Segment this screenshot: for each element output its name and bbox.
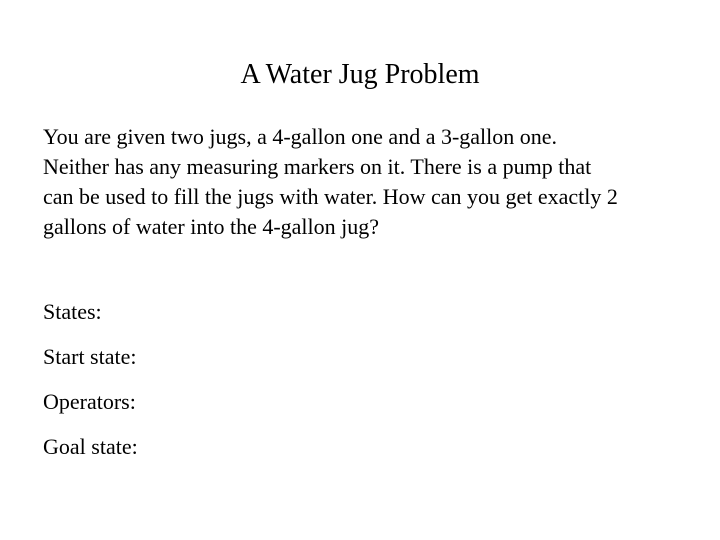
problem-statement-line: can be used to fill the jugs with water. How can you get exactly 2: [43, 184, 618, 209]
prompt-start-state: Start state:: [43, 344, 137, 369]
problem-statement-line: gallons of water into the 4-gallon jug?: [43, 214, 380, 239]
slide-title: A Water Jug Problem: [240, 59, 480, 90]
prompt-states: States:: [43, 299, 102, 324]
problem-statement-line: Neither has any measuring markers on it. There is a pump that: [43, 154, 592, 179]
prompt-list: [43, 297, 138, 477]
prompt-goal-state: Goal state:: [43, 434, 138, 459]
prompt-operators: Operators:: [43, 389, 136, 414]
problem-statement: [43, 122, 618, 242]
problem-statement-line: You are given two jugs, a 4-gallon one and a 3-gallon one.: [43, 124, 558, 149]
